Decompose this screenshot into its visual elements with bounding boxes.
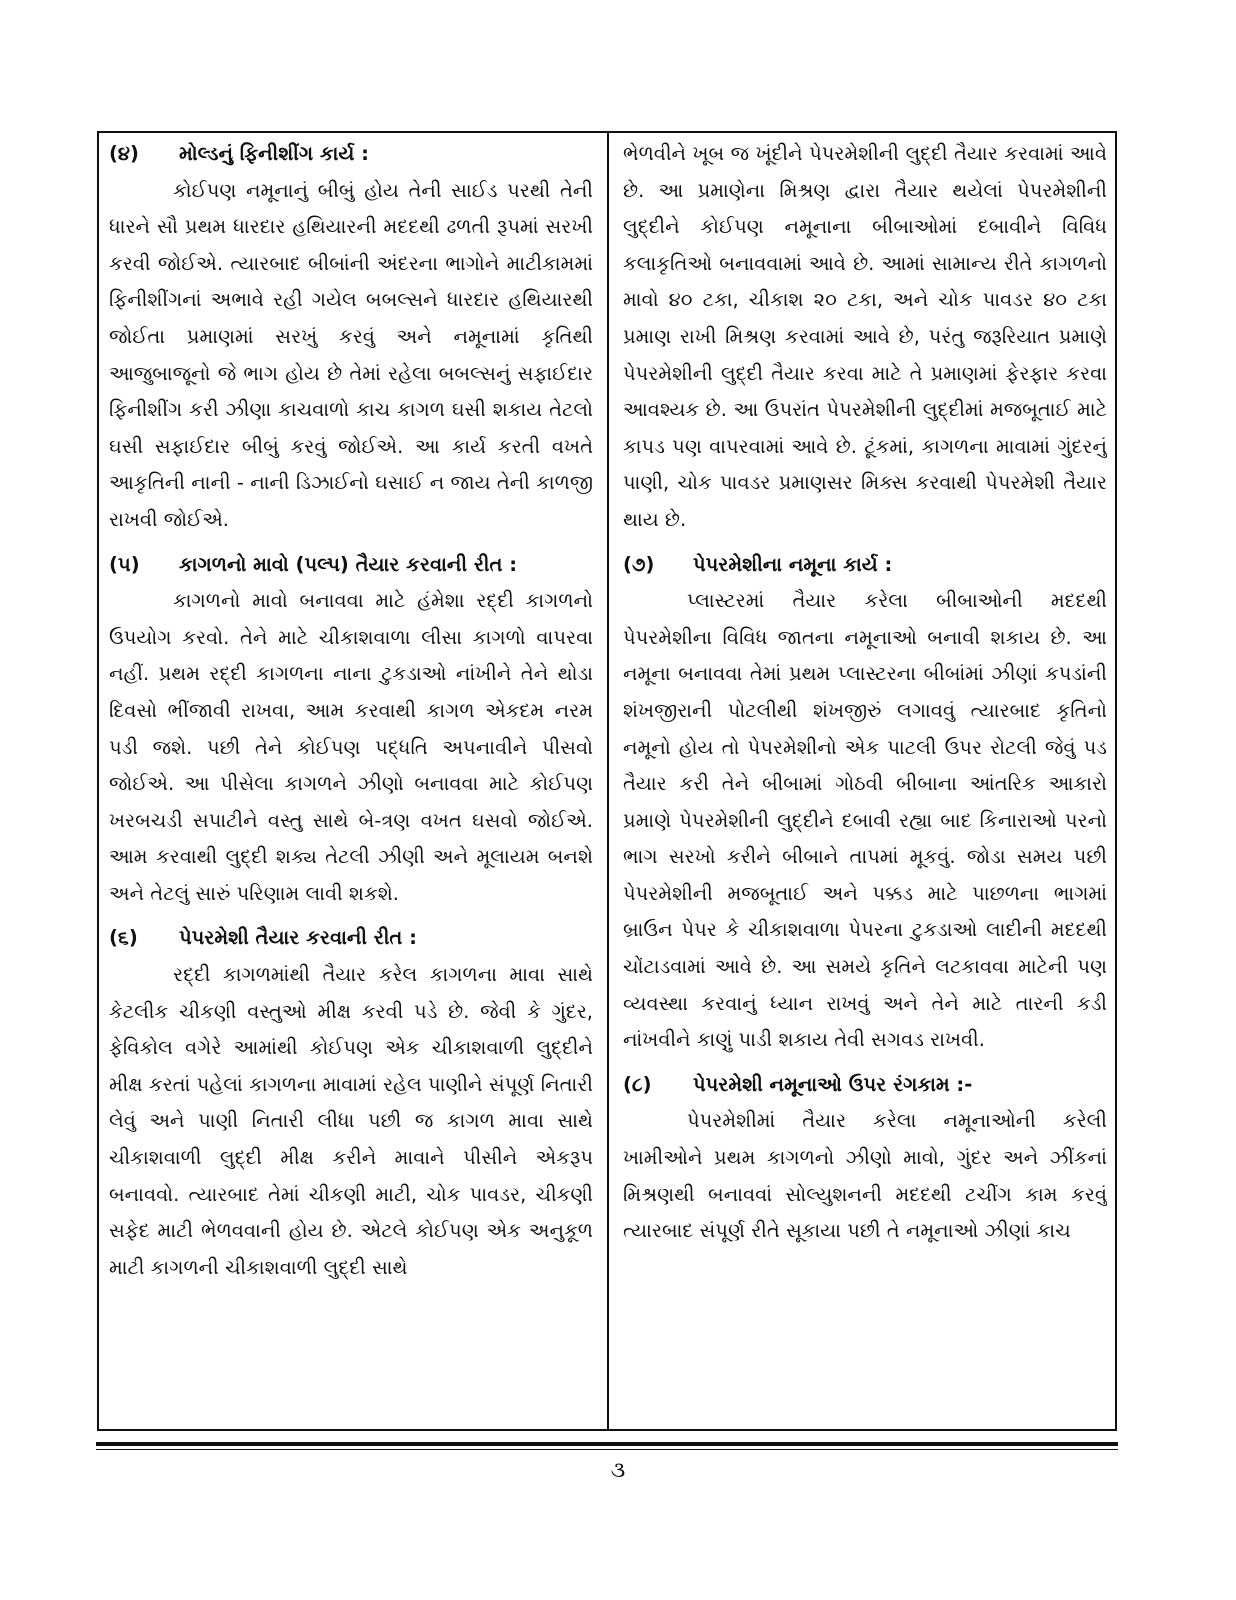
section-6-title: પેપરમેશી તૈયાર કરવાની રીત :	[179, 926, 417, 950]
section-6-continuation: ભેળવીને ખૂબ જ ખૂંદીને પેપરમેશીની લુદ્દી તૈયાર કરવામાં આવે છે. આ પ્રમાણેના મિશ્રણ દ્વારા તૈયાર થયેલાં પેપરમેશીની લુદ્દીને કોઈપણ નમૂનાના બીબાઓમાં દબાવીને વિવિધ કલાકૃતિઓ બનાવવામાં આવે છે. આમાં સામાન્ય રીતે કાગળનો માવો ૪૦ ટકા, ચીકાશ ૨૦ ટકા, અને ચોક પાવડર ૪૦ ટકા પ્રમાણ રાખી મિશ્રણ કરવામાં આવે છે, પરંતુ જરૂરિયાત પ્રમાણે પેપરમેશીની લુદ્દી તૈયાર કરવા માટે તે પ્રમાણમાં ફેરફાર કરવા આવશ્યક છે. આ ઉપરાંત પેપરમેશીની લુદ્દીમાં મજબૂતાઈ માટે કાપડ પણ વાપરવામાં આવે છે. ટૂંકમાં, કાગળના માવામાં ગુંદરનું પાણી, ચોક પાવડર પ્રમાણસર મિક્સ કરવાથી પેપરમેશી તૈયાર થાય છે.	[623, 142, 1107, 531]
section-5-title: કાગળનો માવો (પલ્પ) તૈયાર કરવાની રીત :	[179, 552, 517, 576]
section-4-paragraph: કોઈપણ નમૂનાનું બીબું હોય તેની સાઈડ પરથી તેની ધારને સૌ પ્રથમ ધારદાર હથિયારની મદદથી ઢળતી રૂપમાં સરખી કરવી જોઈએ. ત્યારબાદ બીબાંની અંદરના ભાગોને માટીકામમાં ફિનીશીંગનાં અભાવે રહી ગયેલ બબલ્સને ધારદાર હથિયારથી જોઈતા પ્રમાણમાં સરખું કરવું અને નમૂનામાં કૃતિથી આજુબાજૂનો જે ભાગ હોય છે તેમાં રહેલા બબલ્સનું સફાઈદાર ફિનીશીંગ કરી ઝીણા કાચવાળો કાચ કાગળ ઘસી શકાય તેટલો ઘસી સફાઈદાર બીબું કરવું જોઈએ. આ કાર્ય કરતી વખતે આકૃતિની નાની - નાની ડિઝાઈનો ઘસાઈ ન જાય તેની કાળજી રાખવી જોઈએ.	[109, 178, 593, 531]
section-5-paragraph: કાગળનો માવો બનાવવા માટે હંમેશા રદ્દી કાગળનો ઉપયોગ કરવો. તેને માટે ચીકાશવાળા લીસા કાગળો વાપરવા નહીં. પ્રથમ રદ્દી કાગળના નાના ટુકડાઓ નાંખીને તેને થોડા દિવસો ભીંજાવી રાખવા, આમ કરવાથી કાગળ એકદમ નરમ પડી જશે. પછી તેને કોઈપણ પદ્ધતિ અપનાવીને પીસવો જોઈએ. આ પીસેલા કાગળને ઝીણો બનાવવા માટે કોઈપણ ખરબચડી સપાટીને વસ્તુ સાથે બે-ત્રણ વખત ઘસવો જોઈએ. આમ કરવાથી લુદ્દી શક્ય તેટલી ઝીણી અને મૂલાયમ બનશે અને તેટલું સારું પરિણામ લાવી શકશે.	[109, 589, 593, 905]
section-6-heading	[109, 920, 593, 957]
footer-rule-thick	[96, 1442, 1118, 1446]
section-7-heading	[623, 547, 1107, 584]
section-5-number: (૫)	[109, 552, 140, 576]
right-column	[623, 136, 1107, 1426]
section-7-title: પેપરમેશીના નમૂના કાર્ય :	[693, 552, 893, 576]
section-8-paragraph: પેપરમેશીમાં તૈયાર કરેલા નમૂનાઓની કરેલી ખામીઓને પ્રથમ કાગળનો ઝીણો માવો, ગુંદર અને ઝીંકનાં મિશ્રણથી બનાવવાં સોલ્યુશનની મદદથી ટચીંગ કામ કરવું ત્યારબાદ સંપૂર્ણ રીતે સૂકાયા પછી તે નમૂનાઓ ઝીણાં કાચ	[623, 1109, 1107, 1243]
section-4-title: મોલ્ડનું ફિનીશીંગ કાર્ય :	[179, 142, 369, 165]
section-6-paragraph: રદ્દી કાગળમાંથી તૈયાર કરેલ કાગળના માવા સાથે કેટલીક ચીકણી વસ્તુઓ મીક્ષ કરવી પડે છે. જેવી કે ગુંદર, ફેવિકોલ વગેરે આમાંથી કોઈપણ એક ચીકાશવાળી લુદ્દીને મીક્ષ કરતાં પહેલાં કાગળના માવામાં રહેલ પાણીને સંપૂર્ણ નિતારી લેવું અને પાણી નિતારી લીધા પછી જ કાગળ માવા સાથે ચીકાશવાળી લુદ્દી મીક્ષ કરીને માવાને પીસીને એકરૂપ બનાવવો. ત્યારબાદ તેમાં ચીકણી માટી, ચોક પાવડર, ચીકણી સફેદ માટી ભેળવવાની હોય છે. એટલે કોઈપણ એક અનુકૂળ માટી કાગળની ચીકાશવાળી લુદ્દી સાથે	[109, 963, 593, 1279]
section-8-heading	[623, 1067, 1107, 1104]
page-number: ૩	[610, 1458, 626, 1483]
section-5-heading	[109, 547, 593, 584]
footer-rule-thin	[96, 1449, 1118, 1450]
section-4-number: (૪)	[109, 142, 139, 165]
section-6-number: (૬)	[109, 926, 138, 950]
section-7-number: (૭)	[623, 552, 655, 576]
section-4-heading	[109, 136, 593, 173]
section-8-title: પેપરમેશી નમૂનાઓ ઉપર રંગકામ :-	[693, 1072, 973, 1096]
left-column	[109, 136, 593, 1426]
column-divider	[607, 131, 609, 1431]
section-8-number: (૮)	[623, 1072, 652, 1096]
section-7-paragraph: પ્લાસ્ટરમાં તૈયાર કરેલા બીબાઓની મદદથી પેપરમેશીના વિવિધ જાતના નમૂનાઓ બનાવી શકાય છે. આ નમૂના બનાવવા તેમાં પ્રથમ પ્લાસ્ટરના બીબાંમાં ઝીણાં કપડાંની શંખજીરાની પોટલીથી શંખજીરું લગાવવું ત્યારબાદ કૃતિનો નમૂનો હોય તો પેપરમેશીનો એક પાટલી ઉપર રોટલી જેવું પડ તૈયાર કરી તેને બીબામાં ગોઠવી બીબાના આંતરિક આકારો પ્રમાણે પેપરમેશીની લુદ્દીને દબાવી રહ્યા બાદ કિનારાઓ પરનો ભાગ સરખો કરીને બીબાને તાપમાં મૂકવું. જોડા સમય પછી પેપરમેશીની મજબૂતાઈ અને પક્કડ માટે પાછળના ભાગમાં બ્રાઉન પેપર કે ચીકાશવાળા પેપરના ટુકડાઓ લાદીની મદદથી ચોંટાડવામાં આવે છે. આ સમયે કૃતિને લટકાવવા માટેની પણ વ્યવસ્થા કરવાનું ધ્યાન રાખવું અને તેને માટે તારની કડી નાંખવીને કાણું પાડી શકાય તેવી સગવડ રાખવી.	[623, 589, 1107, 1052]
